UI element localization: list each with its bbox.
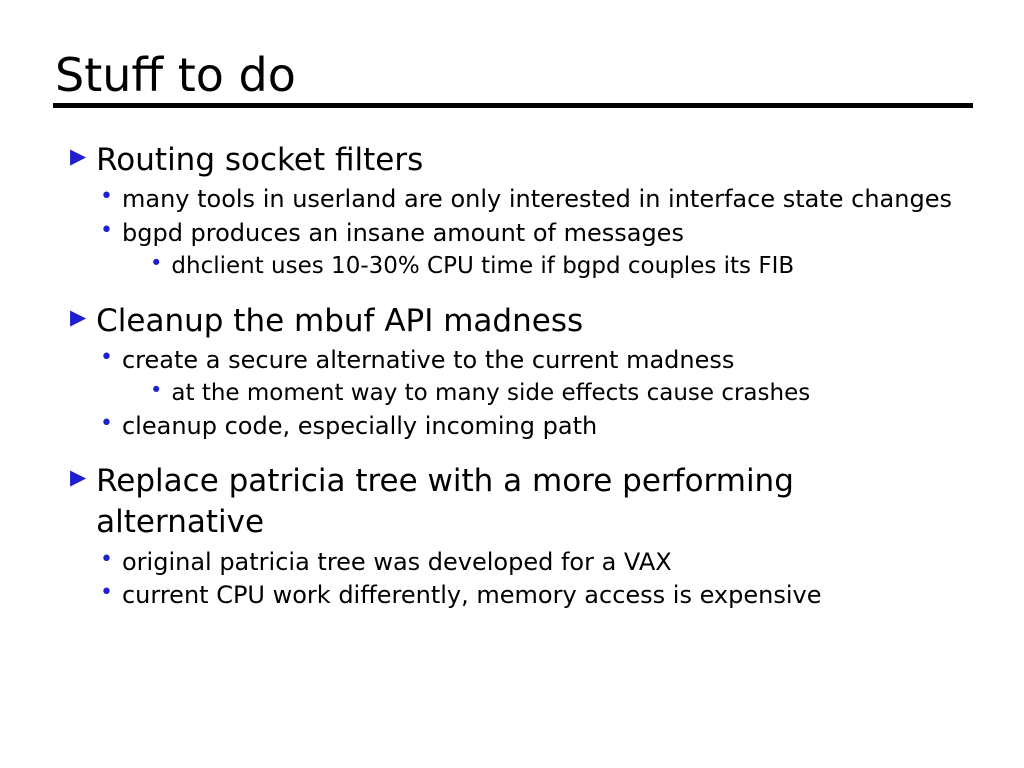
dot-bullet-icon: • xyxy=(150,251,163,276)
bullet-level3-label: at the moment way to many side effects cause crashes xyxy=(171,380,811,407)
bullet-level1-label: Routing socket filters xyxy=(96,142,424,178)
triangle-bullet-icon: ▶ xyxy=(70,144,87,168)
bullet-level2-label: many tools in userland are only interested in interface state changes xyxy=(121,185,952,214)
page-title: Stuff to do xyxy=(55,48,296,102)
bullet-level1-label: Cleanup the mbuf API madness xyxy=(96,302,584,339)
dot-bullet-icon: • xyxy=(100,410,113,436)
bullet-level2-label: current CPU work differently, memory access is expensive xyxy=(121,581,822,610)
bullet-level2-label: original patricia tree was developed for a VAX xyxy=(121,547,672,576)
bullet-group xyxy=(70,301,970,444)
triangle-bullet-icon: ▶ xyxy=(70,304,87,329)
bullet-level1 xyxy=(70,301,970,342)
bullet-level1 xyxy=(70,461,970,543)
bullet-level3 xyxy=(150,250,970,282)
title-divider xyxy=(53,103,973,108)
bullet-level1-label: Replace patricia tree with a more performing alternative xyxy=(96,463,794,541)
dot-bullet-icon: • xyxy=(100,184,113,210)
bullet-level2 xyxy=(100,344,970,378)
bullet-level3-label: dhclient uses 10-30% CPU time if bgpd couples its FIB xyxy=(171,253,795,280)
bullet-level2 xyxy=(100,410,970,444)
dot-bullet-icon: • xyxy=(100,580,113,606)
bullet-level2 xyxy=(100,183,970,217)
slide-content xyxy=(70,140,970,613)
triangle-bullet-icon: ▶ xyxy=(70,465,87,490)
bullet-group xyxy=(70,461,970,613)
bullet-level2 xyxy=(100,579,970,613)
bullet-level1 xyxy=(70,140,970,181)
bullet-level2-label: cleanup code, especially incoming path xyxy=(121,411,598,440)
bullet-level2 xyxy=(100,546,970,580)
bullet-level2-label: bgpd produces an insane amount of messages xyxy=(121,218,684,247)
dot-bullet-icon: • xyxy=(100,217,113,243)
dot-bullet-icon: • xyxy=(100,546,113,572)
bullet-group xyxy=(70,140,970,283)
dot-bullet-icon: • xyxy=(150,378,163,403)
bullet-level2 xyxy=(100,217,970,251)
dot-bullet-icon: • xyxy=(100,344,113,370)
bullet-level2-label: create a secure alternative to the current madness xyxy=(121,345,735,374)
bullet-level3 xyxy=(150,377,970,409)
